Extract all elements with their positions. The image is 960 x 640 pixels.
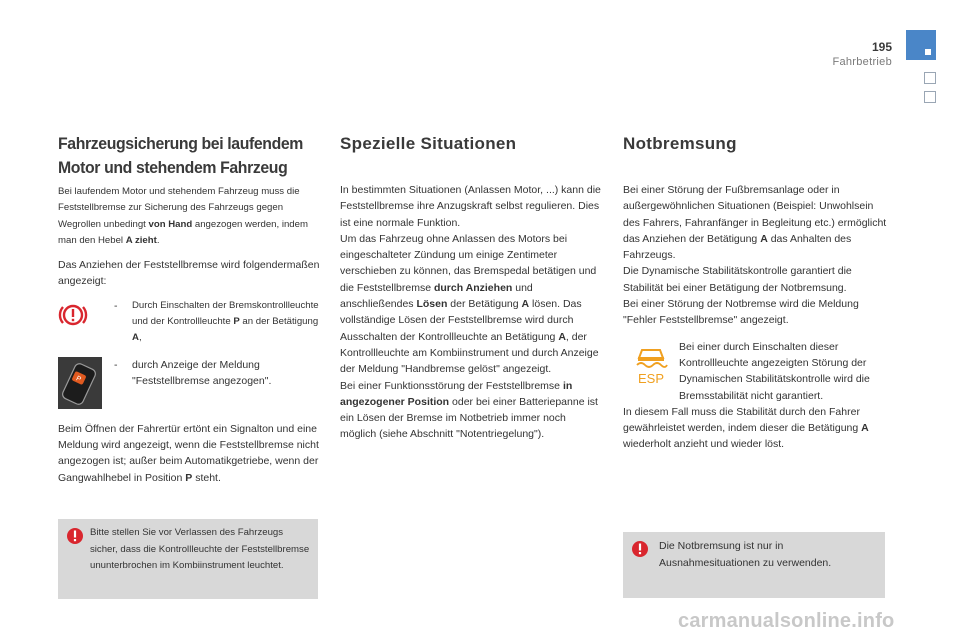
paragraph-emergency-4: In diesem Fall muss die Stabilität durch den Fahrer gewährleistet werden, indem dieser die Betätigung A wiederholt anzieht und wieder löst. [623,405,869,451]
section-label: Fahrbetrieb [832,56,892,68]
paragraph-indication: Das Anziehen der Feststellbremse wird folgendermaßen angezeigt: [58,259,320,288]
parking-brake-lever-icon [58,357,102,409]
warning-icon [631,540,649,558]
svg-text:P: P [74,374,82,384]
esp-label: ESP [637,370,665,385]
paragraph-emergency-2: Die Dynamische Stabilitätskontrolle garantiert die Stabilität bei einer Betätigung der Notbremsung. [623,265,852,294]
esp-text: Bei einer durch Einschalten dieser Kontrollleuchte angezeigten Störung der Dynamischen Stabilitätskontrolle wird die Bremsstabilität nicht garantiert. [679,340,870,402]
column-emergency-braking [623,130,889,453]
warning-text-emergency: Die Notbremsung ist nur in Ausnahmesituationen zu verwenden. [659,540,832,569]
warning-box-parking [58,519,318,599]
chapter-box-2 [924,91,936,103]
list-text-message: durch Anzeige der Meldung "Feststellbremse angezogen". [132,358,272,387]
paragraph-special-2: Um das Fahrzeug ohne Anlassen des Motors bei eingeschalteter Zündung um einige Zentimeter verschieben zu können, das Bremspedal betätigen und die Feststellbremse durch Anziehen und anschließendes Lösen der Betätigung A lösen. Das vollständige Lösen der Feststellbremse wird durch Ausschalten der Kontrollleuchte an Betätigung A, der Kontrollleuchte am Kombiinstrument und durch Anzeige der Meldung "Handbremse gelöst" angezeigt. [340,232,599,376]
paragraph-special-1: In bestimmten Situationen (Anlassen Motor, ...) kann die Feststellbremse ihre Anzugskraft selbst regulieren. Dies ist eine normale Funktion. [340,184,601,229]
esp-warning-icon [633,341,669,385]
list-text-warning-light: Durch Einschalten der Bremskontrollleuchte und der Kontrollleuchte P an der Betätigung A, [132,299,319,344]
warning-icon [66,527,84,545]
warning-box-emergency [623,532,885,598]
chapter-tab [906,30,936,60]
section-title-special: Spezielle Situationen [340,134,517,153]
paragraph-door-signal: Beim Öffnen der Fahrertür ertönt ein Signalton und eine Meldung wird angezeigt, wenn die Feststellbremse nicht angezogen ist; außer beim Automatikgetriebe, wenn der Gangwahlhebel in Position P steht. [58,422,319,484]
brake-warning-icon [58,300,88,330]
paragraph-emergency-3: Bei einer Störung der Notbremse wird die Meldung "Fehler Feststellbremse" angezeigt. [623,298,859,327]
page-number: 195 [871,40,892,54]
list-item-warning-light: - Durch Einschalten der Bremskontrollleuchte und der Kontrollleuchte P an der Betätigung A, [58,298,320,347]
watermark: carmanualsonline.info [678,610,895,632]
warning-text-parking: Bitte stellen Sie vor Verlassen des Fahrzeugs sicher, dass die Kontrollleuchte der Feststellbremse ununterbrochen im Kombiinstrument leuchtet. [90,527,310,571]
column-special-situations [340,130,604,443]
section-title-parking: Fahrzeugsicherung bei laufendem Motor und stehendem Fahrzeug [58,134,303,177]
esp-item [623,339,889,404]
paragraph-emergency-1: Bei einer Störung der Fußbremsanlage oder in außergewöhnlichen Situationen (Beispiel: Unwohlsein des Fahrers, Fahranfänger in Begleitung etc.) ermöglicht das Anziehen der Betätigung A das Anhalten des Fahrzeugs. [623,184,887,262]
paragraph-parking-intro: Bei laufendem Motor und stehendem Fahrzeug muss die Feststellbremse zur Sicherung des Fahrzeugs gegen Wegrollen unbedingt von Hand angezogen werden, indem man den Hebel A zieht. [58,186,308,246]
section-title-emergency: Notbremsung [623,134,737,153]
paragraph-special-3: Bei einer Funktionsstörung der Feststellbremse in angezogener Position oder bei einer Batteriepanne ist ein Lösen der Bremse im Notbetrieb immer noch möglich (siehe Abschnitt "Notentriegelung"). [340,379,598,441]
chapter-tab-marker [925,49,931,55]
list-item-message: P - durch Anzeige der Meldung "Feststellbremse angezogen". [58,357,320,409]
chapter-box-1 [924,72,936,84]
column-parking-brake [58,130,320,486]
